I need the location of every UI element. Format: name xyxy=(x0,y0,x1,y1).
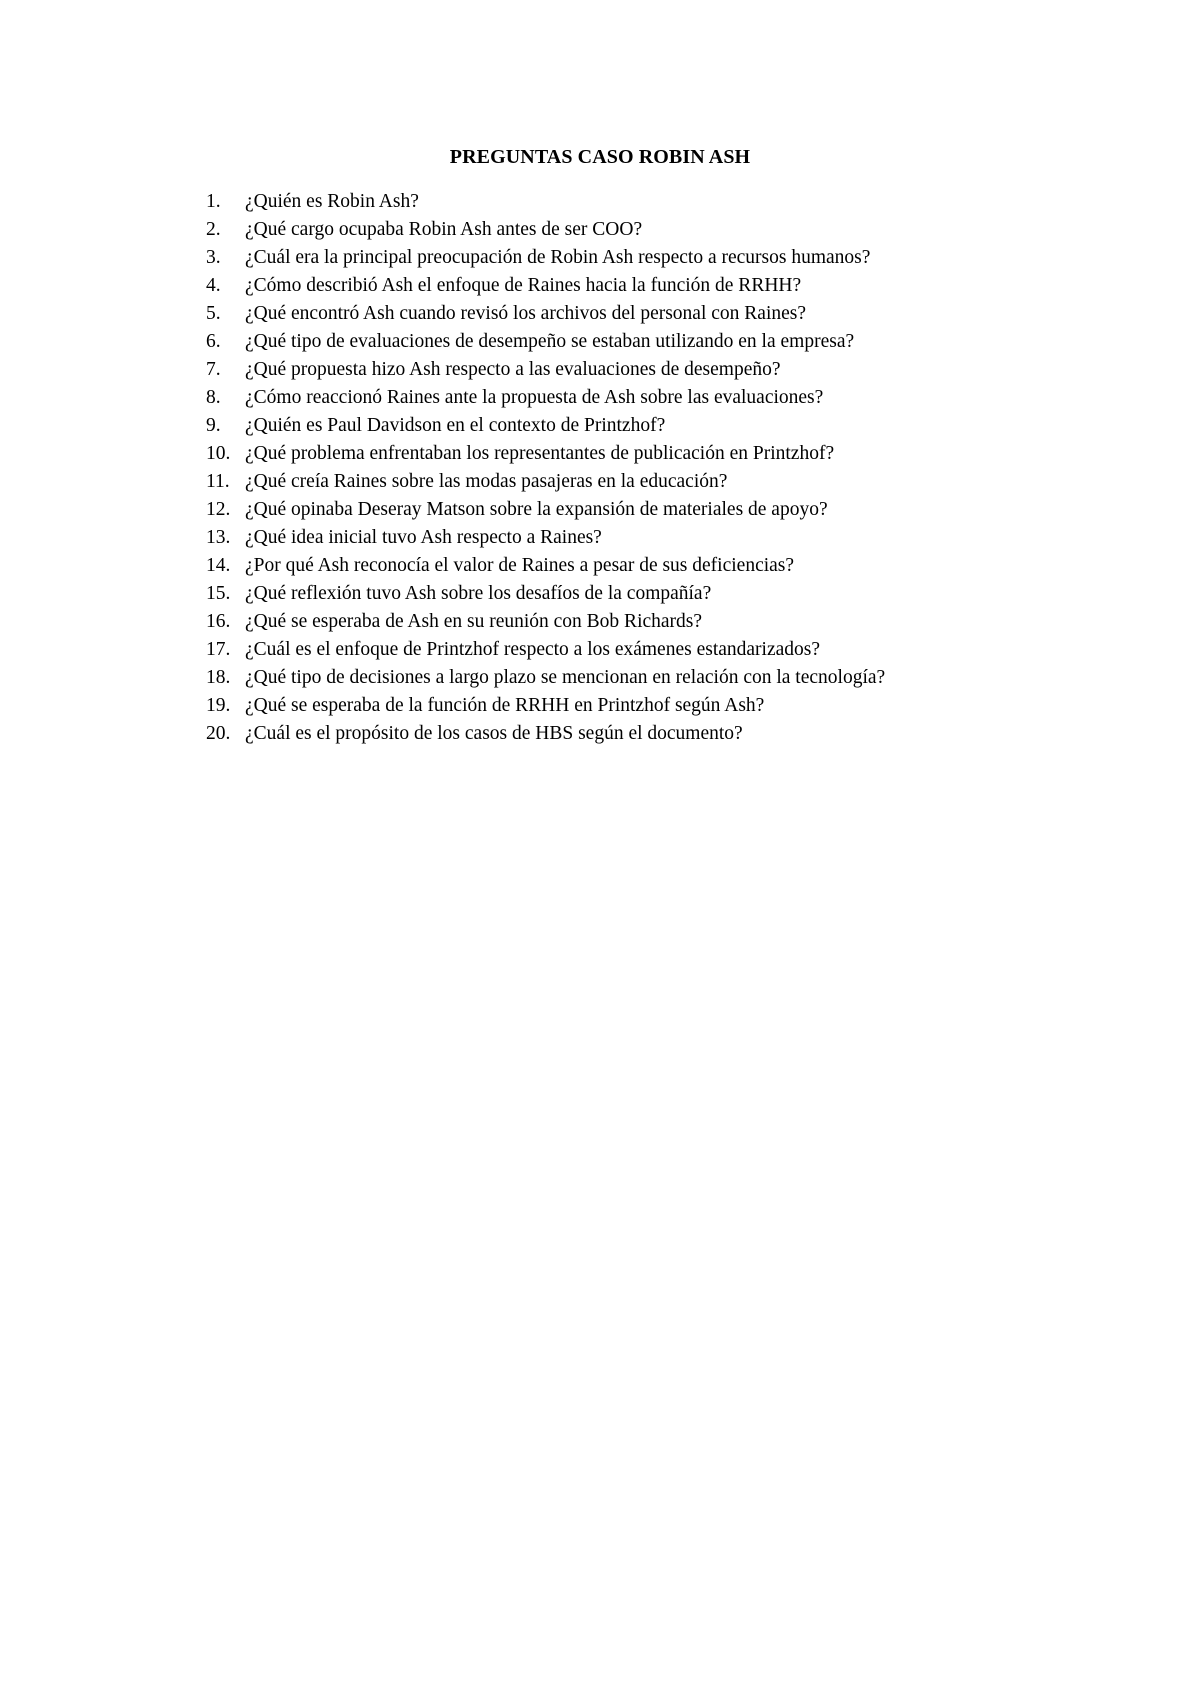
question-text: ¿Cómo describió Ash el enfoque de Raines hacia la función de RRHH? xyxy=(245,275,802,296)
question-item xyxy=(206,496,1034,524)
question-number: 13. xyxy=(206,527,231,548)
question-item xyxy=(206,692,1034,720)
question-item xyxy=(206,608,1034,636)
question-text: ¿Por qué Ash reconocía el valor de Raines a pesar de sus deficiencias? xyxy=(245,555,795,576)
question-text: ¿Qué creía Raines sobre las modas pasajeras en la educación? xyxy=(245,471,728,492)
question-number: 20. xyxy=(206,723,231,744)
question-number: 12. xyxy=(206,499,231,520)
question-number: 7. xyxy=(206,359,221,380)
question-number: 8. xyxy=(206,387,221,408)
question-text: ¿Cómo reaccionó Raines ante la propuesta de Ash sobre las evaluaciones? xyxy=(245,387,824,408)
question-number: 10. xyxy=(206,443,231,464)
document-title: PREGUNTAS CASO ROBIN ASH xyxy=(449,146,751,168)
question-text: ¿Qué opinaba Deseray Matson sobre la expansión de materiales de apoyo? xyxy=(245,499,828,520)
question-item xyxy=(206,244,1034,272)
question-text: ¿Cuál es el enfoque de Printzhof respecto a los exámenes estandarizados? xyxy=(245,639,821,660)
question-item xyxy=(206,412,1034,440)
question-text: ¿Qué tipo de decisiones a largo plazo se mencionan en relación con la tecnología? xyxy=(245,667,886,688)
question-item xyxy=(206,636,1034,664)
question-text: ¿Qué propuesta hizo Ash respecto a las evaluaciones de desempeño? xyxy=(245,359,781,380)
question-item xyxy=(206,188,1034,216)
question-number: 11. xyxy=(206,471,230,492)
question-number: 19. xyxy=(206,695,231,716)
question-number: 2. xyxy=(206,219,221,240)
question-item xyxy=(206,468,1034,496)
question-text: ¿Qué se esperaba de la función de RRHH en Printzhof según Ash? xyxy=(245,695,765,716)
question-text: ¿Qué idea inicial tuvo Ash respecto a Raines? xyxy=(245,527,602,548)
question-text: ¿Qué tipo de evaluaciones de desempeño se estaban utilizando en la empresa? xyxy=(245,331,855,352)
question-number: 3. xyxy=(206,247,221,268)
question-item xyxy=(206,328,1034,356)
question-text: ¿Cuál es el propósito de los casos de HBS según el documento? xyxy=(245,723,743,744)
question-item xyxy=(206,384,1034,412)
question-text: ¿Quién es Paul Davidson en el contexto de Printzhof? xyxy=(245,415,666,436)
question-text: ¿Cuál era la principal preocupación de Robin Ash respecto a recursos humanos? xyxy=(245,247,871,268)
question-text: ¿Qué encontró Ash cuando revisó los archivos del personal con Raines? xyxy=(245,303,807,324)
question-item xyxy=(206,552,1034,580)
question-item xyxy=(206,580,1034,608)
question-number: 14. xyxy=(206,555,231,576)
question-item xyxy=(206,440,1034,468)
question-number: 18. xyxy=(206,667,231,688)
question-item xyxy=(206,356,1034,384)
question-text: ¿Qué reflexión tuvo Ash sobre los desafíos de la compañía? xyxy=(245,583,712,604)
question-number: 9. xyxy=(206,415,221,436)
question-number: 17. xyxy=(206,639,231,660)
question-list xyxy=(206,188,1034,748)
question-number: 4. xyxy=(206,275,221,296)
question-item xyxy=(206,272,1034,300)
question-number: 16. xyxy=(206,611,231,632)
question-item xyxy=(206,720,1034,748)
question-number: 15. xyxy=(206,583,231,604)
question-number: 5. xyxy=(206,303,221,324)
question-text: ¿Qué se esperaba de Ash en su reunión con Bob Richards? xyxy=(245,611,703,632)
question-item xyxy=(206,300,1034,328)
question-text: ¿Quién es Robin Ash? xyxy=(245,191,419,212)
question-number: 6. xyxy=(206,331,221,352)
question-number: 1. xyxy=(206,191,221,212)
question-item xyxy=(206,524,1034,552)
question-item xyxy=(206,664,1034,692)
question-text: ¿Qué cargo ocupaba Robin Ash antes de ser COO? xyxy=(245,219,643,240)
question-text: ¿Qué problema enfrentaban los representantes de publicación en Printzhof? xyxy=(245,443,835,464)
question-item xyxy=(206,216,1034,244)
